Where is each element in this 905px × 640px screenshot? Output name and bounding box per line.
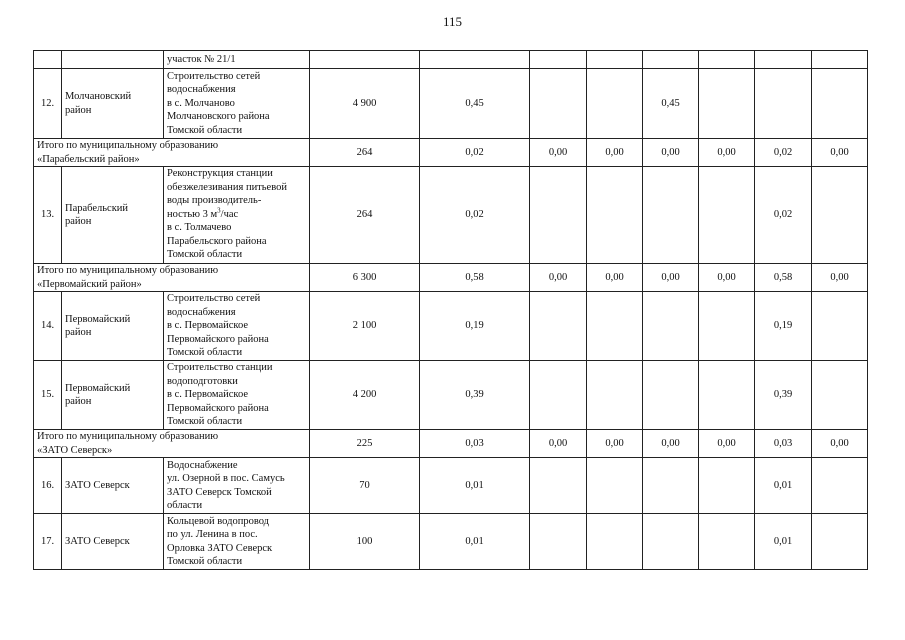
table-row (34, 458, 868, 514)
cell-object: Кольцевой водопровод по ул. Ленина в пос. Орловка ЗАТО Северск Томской области (164, 514, 310, 570)
cell-value (530, 292, 587, 361)
cell-value: 4 900 (310, 69, 420, 139)
cell-value (530, 458, 587, 514)
cell-value: 0,00 (812, 139, 868, 167)
cell-object: Водоснабжение ул. Озерной в пос. Самусь ЗАТО Северск Томской области (164, 458, 310, 514)
cell-district: Молчановский район (62, 69, 164, 139)
cell-value (699, 361, 755, 430)
cell-value: 0,00 (643, 139, 699, 167)
cell-district: Первомайский район (62, 292, 164, 361)
cell-value (755, 51, 812, 69)
cell-value: 0,00 (699, 264, 755, 292)
cell-value (812, 514, 868, 570)
cell-num (34, 51, 62, 69)
cell-value: 2 100 (310, 292, 420, 361)
cell-value: 0,19 (420, 292, 530, 361)
cell-value (643, 514, 699, 570)
total-label: Итого по муниципальному образованию «Парабельский район» (34, 139, 310, 167)
cell-value (699, 458, 755, 514)
cell-value (812, 458, 868, 514)
cell-value: 0,00 (643, 264, 699, 292)
cell-object: Строительство сетей водоснабжения в с. Молчаново Молчановского района Томской области (164, 69, 310, 139)
cell-object: Строительство сетей водоснабжения в с. Первомайское Первомайского района Томской области (164, 292, 310, 361)
cell-value: 0,00 (530, 430, 587, 458)
cell-value: 0,03 (755, 430, 812, 458)
cell-value (699, 514, 755, 570)
cell-value (643, 361, 699, 430)
cell-value: 70 (310, 458, 420, 514)
cell-district (62, 51, 164, 69)
cell-value (643, 167, 699, 264)
row-number: 17. (34, 514, 62, 570)
cell-value (643, 51, 699, 69)
cell-value: 0,58 (420, 264, 530, 292)
cell-value: 0,01 (420, 514, 530, 570)
cell-value (530, 361, 587, 430)
cell-value (310, 51, 420, 69)
table-row-continuation (34, 51, 868, 69)
cell-value (699, 51, 755, 69)
cell-value (587, 514, 643, 570)
cell-value: 0,02 (755, 139, 812, 167)
table-row-total (34, 430, 868, 458)
cell-value: 0,02 (755, 167, 812, 264)
cell-value (699, 167, 755, 264)
cell-value (812, 167, 868, 264)
cell-value (587, 458, 643, 514)
cell-object: Строительство станции водоподготовки в с. Первомайское Первомайского района Томской области (164, 361, 310, 430)
cell-value (699, 69, 755, 139)
row-number: 13. (34, 167, 62, 264)
cell-value: 0,00 (643, 430, 699, 458)
cell-value: 0,39 (755, 361, 812, 430)
cell-value (755, 69, 812, 139)
table-row (34, 292, 868, 361)
cell-value: 0,19 (755, 292, 812, 361)
cell-object: участок № 21/1 (164, 51, 310, 69)
cell-district: Парабельский район (62, 167, 164, 264)
table-row (34, 167, 868, 264)
cell-value: 0,00 (587, 264, 643, 292)
table-row (34, 361, 868, 430)
cell-value: 0,02 (420, 139, 530, 167)
cell-value: 0,00 (812, 264, 868, 292)
table-row-total (34, 264, 868, 292)
cell-value (530, 51, 587, 69)
total-label: Итого по муниципальному образованию «ЗАТО Северск» (34, 430, 310, 458)
row-number: 16. (34, 458, 62, 514)
cell-value: 6 300 (310, 264, 420, 292)
cell-value: 0,58 (755, 264, 812, 292)
row-number: 15. (34, 361, 62, 430)
cell-district: ЗАТО Северск (62, 514, 164, 570)
cell-value (699, 292, 755, 361)
cell-value: 0,00 (812, 430, 868, 458)
table-row (34, 514, 868, 570)
cell-value (530, 167, 587, 264)
cell-value: 4 200 (310, 361, 420, 430)
cell-value: 0,45 (643, 69, 699, 139)
cell-value: 0,00 (587, 139, 643, 167)
cell-value: 0,01 (420, 458, 530, 514)
cell-value (812, 51, 868, 69)
cell-value: 0,00 (699, 139, 755, 167)
cell-value: 0,45 (420, 69, 530, 139)
total-label: Итого по муниципальному образованию «Первомайский район» (34, 264, 310, 292)
row-number: 12. (34, 69, 62, 139)
cell-value: 0,01 (755, 514, 812, 570)
cell-value: 0,00 (699, 430, 755, 458)
cell-value (812, 69, 868, 139)
cell-value: 0,03 (420, 430, 530, 458)
cell-value (643, 458, 699, 514)
cell-value: 0,02 (420, 167, 530, 264)
cell-value (420, 51, 530, 69)
cell-value (812, 292, 868, 361)
row-number: 14. (34, 292, 62, 361)
cell-value (812, 361, 868, 430)
cell-value: 0,00 (587, 430, 643, 458)
cell-value (530, 69, 587, 139)
cell-district: ЗАТО Северск (62, 458, 164, 514)
budget-table (33, 50, 868, 570)
cell-value: 225 (310, 430, 420, 458)
cell-district: Первомайский район (62, 361, 164, 430)
cell-value: 264 (310, 139, 420, 167)
cell-value (587, 292, 643, 361)
cell-value (587, 69, 643, 139)
cell-value (530, 514, 587, 570)
page-number: 115 (442, 14, 463, 29)
cell-value: 100 (310, 514, 420, 570)
table-row-total (34, 139, 868, 167)
cell-value (587, 361, 643, 430)
cell-value (587, 51, 643, 69)
cell-value: 0,00 (530, 264, 587, 292)
cell-value (643, 292, 699, 361)
cell-value: 0,01 (755, 458, 812, 514)
table-row (34, 69, 868, 139)
cell-value (587, 167, 643, 264)
cell-object: Реконструкция станции обезжелезивания питьевой воды производитель- ностью 3 $м^3$/час в с. Толмачево Парабельского района Томской области (164, 167, 310, 264)
cell-value: 0,39 (420, 361, 530, 430)
cell-value: 264 (310, 167, 420, 264)
cell-value: 0,00 (530, 139, 587, 167)
